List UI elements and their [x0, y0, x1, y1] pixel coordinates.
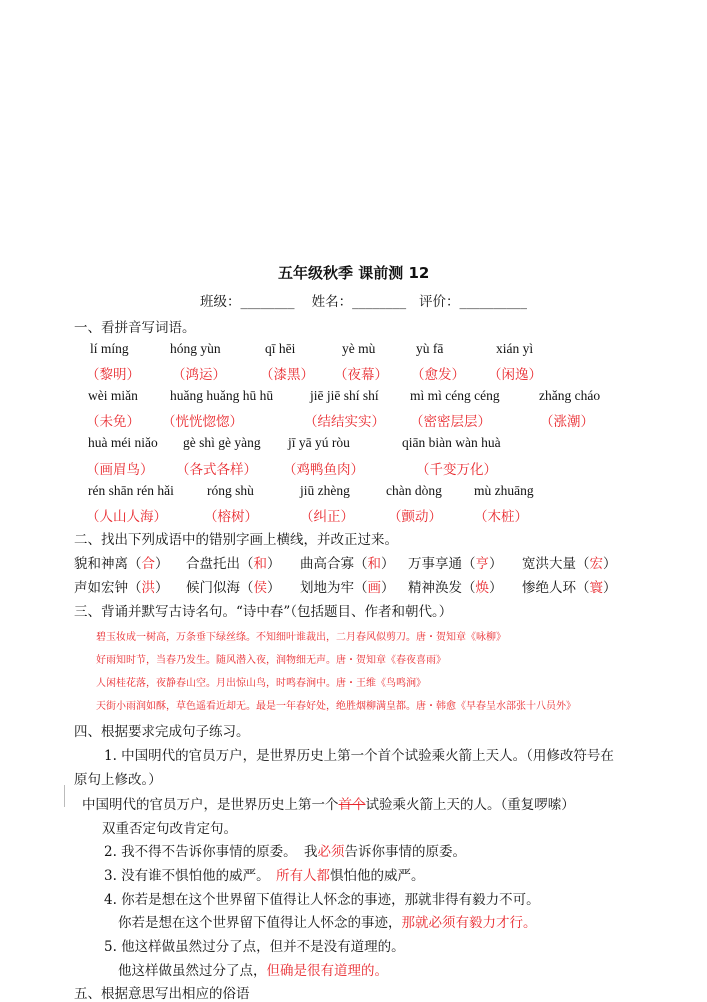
pinyin: mù zhuāng	[474, 483, 534, 498]
question-2: 2. 我不得不告诉你事情的原委。	[104, 844, 297, 860]
pinyin: qiān biàn wàn huà	[402, 435, 501, 450]
question-4: 4. 你若是想在这个世界留下值得让人怀念的事迹，那就非得有毅力不可。	[104, 892, 540, 908]
pinyin: rén shān rén hǎi	[88, 483, 174, 498]
answer-red: 必须	[317, 844, 345, 860]
answer: （涨潮）	[540, 414, 594, 430]
idiom-word: 候门似海	[186, 580, 240, 596]
pinyin: jiē jiē shí shí	[310, 388, 379, 403]
idiom-word: 惨绝人环	[522, 580, 576, 596]
answer: （鸿运）	[172, 367, 226, 383]
idiom-answer: 侯	[253, 580, 267, 596]
section2-heading: 二、找出下列成语中的错别字画上横线，并改正过来。	[74, 532, 398, 548]
idiom: 合盘托出（和）	[186, 556, 281, 572]
pinyin: xián yì	[496, 341, 534, 356]
idiom-answer: 和	[367, 556, 381, 572]
pinyin: mì mì céng céng	[410, 388, 500, 403]
idiom: 候门似海（侯）	[186, 580, 281, 596]
idiom-word: 精神涣发	[408, 580, 462, 596]
section4-heading: 四、根据要求完成句子练习。	[74, 724, 250, 740]
poem-line: 天街小雨润如酥，草色遥看近却无。最是一年春好处，绝胜烟柳满皇都。唐・韩愈《早春呈水部张十八员外》	[96, 701, 576, 712]
pinyin: lí míng	[90, 341, 129, 356]
answer-text: 试验乘火箭上天的人。（重复啰嗦）	[365, 797, 575, 813]
answer-5	[118, 959, 388, 979]
answer: （黎明）	[86, 367, 140, 383]
idiom-answer: 寰	[589, 580, 603, 596]
answer-red: 那就必须有毅力才行。	[401, 915, 537, 931]
answer: （木桩）	[474, 509, 528, 525]
idiom-answer: 亨	[475, 556, 489, 572]
pinyin: gè shì gè yàng	[183, 435, 261, 450]
answer-text: 我	[304, 844, 318, 860]
answer: （各式各样）	[176, 462, 257, 478]
idiom-word: 合盘托出	[186, 556, 240, 572]
idiom: 万事享通（亨）	[408, 556, 503, 572]
answer-4	[118, 911, 537, 931]
question-1: 1. 中国明代的官员万户，是世界历史上第一个首个试验乘火箭上天人。（用修改符号在	[104, 748, 614, 764]
answer: （人山人海）	[86, 509, 167, 525]
pinyin: hóng yùn	[170, 341, 221, 356]
pinyin: jiū zhèng	[300, 483, 350, 498]
answer-text: 惧怕他的威严。	[330, 868, 425, 884]
answer: （密密层层）	[410, 414, 491, 430]
section1-heading: 一、看拼音写词语。	[74, 320, 196, 336]
poem-line: 好雨知时节，当春乃发生。随风潜入夜，润物细无声。唐・贺知章《春夜喜雨》	[96, 655, 446, 666]
pinyin: zhǎng cháo	[539, 388, 601, 403]
answer: （恍恍惚惚）	[162, 414, 243, 430]
idiom-word: 貌和神离	[74, 556, 128, 572]
poem-line: 碧玉妆成一树高，万条垂下绿丝绦。不知细叶谁裁出，二月春风似剪刀。唐・贺知章《咏柳》	[96, 632, 506, 643]
answer: （千变万化）	[416, 462, 497, 478]
pinyin: jī yā yú ròu	[288, 435, 350, 450]
section5-heading: 五、根据意思写出相应的俗语	[74, 986, 250, 1002]
pinyin: wèi miǎn	[88, 388, 138, 403]
idiom: 声如宏钟（洪）	[74, 580, 169, 596]
struck-text: 首个	[338, 797, 366, 813]
answer-red: 所有人都	[276, 868, 330, 884]
answer-1	[82, 793, 575, 813]
answer-text: 告诉你事情的原委。	[344, 844, 466, 860]
idiom: 宽洪大量（宏）	[522, 556, 617, 572]
name-label: 姓名：	[311, 294, 353, 310]
pinyin: huà méi niǎo	[88, 435, 158, 450]
pinyin: yè mù	[342, 341, 376, 356]
idiom: 惨绝人环（寰）	[522, 580, 617, 596]
answer-3	[276, 864, 425, 884]
idiom: 曲高合寡（和）	[300, 556, 395, 572]
answer: （未免）	[86, 414, 140, 430]
name-blank: ________	[352, 294, 407, 310]
idiom: 貌和神离（合）	[74, 556, 169, 572]
answer: （愈发）	[411, 367, 465, 383]
answer: （颤动）	[388, 509, 442, 525]
answer-text: 中国明代的官员万户，是世界历史上第一个	[82, 797, 339, 813]
answer-2	[304, 840, 466, 860]
idiom-word: 曲高合寡	[300, 556, 354, 572]
answer: （鸡鸭鱼肉）	[283, 462, 364, 478]
idiom-answer: 合	[141, 556, 155, 572]
eval-label: 评价：	[419, 294, 460, 310]
question-5: 5. 他这样做虽然过分了点，但并不是没有道理的。	[104, 939, 405, 955]
class-blank: ________	[240, 294, 295, 310]
answer: （纠正）	[300, 509, 354, 525]
answer: （榕树）	[204, 509, 258, 525]
pinyin: róng shù	[207, 483, 254, 498]
margin-line	[64, 785, 65, 807]
idiom-answer: 画	[367, 580, 381, 596]
page-title: 五年级秋季 课前测 12	[278, 264, 430, 282]
pinyin: yù fā	[416, 341, 444, 356]
answer-text: 他这样做虽然过分了点，	[118, 963, 267, 979]
idiom-answer: 宏	[589, 556, 603, 572]
idiom: 划地为牢（画）	[300, 580, 395, 596]
section3-heading: 三、背诵并默写古诗名句。“诗中春”（包括题目、作者和朝代。）	[74, 604, 453, 620]
pinyin: qī hēi	[265, 341, 296, 356]
idiom-answer: 焕	[475, 580, 489, 596]
class-label: 班级：	[200, 294, 241, 310]
question-1-cont: 原句上修改。）	[74, 772, 162, 788]
answer: （夜幕）	[334, 367, 388, 383]
poem-line: 人闲桂花落，夜静春山空。月出惊山鸟，时鸣春涧中。唐・王维《鸟鸣涧》	[96, 678, 426, 689]
idiom-word: 划地为牢	[300, 580, 354, 596]
answer: （结结实实）	[304, 414, 385, 430]
answer: （闲逸）	[488, 367, 542, 383]
idiom-word: 声如宏钟	[74, 580, 128, 596]
idiom-answer: 和	[253, 556, 267, 572]
pinyin: huǎng huǎng hū hū	[170, 388, 274, 403]
idiom-answer: 洪	[141, 580, 155, 596]
student-info	[200, 290, 527, 310]
answer-text: 你若是想在这个世界留下值得让人怀念的事迹，	[118, 915, 402, 931]
question-2-label: 双重否定句改肯定句。	[102, 821, 237, 837]
idiom: 精神涣发（焕）	[408, 580, 503, 596]
idiom-word: 万事享通	[408, 556, 462, 572]
question-3: 3. 没有谁不惧怕他的威严。	[104, 868, 270, 884]
answer: （漆黑）	[260, 367, 314, 383]
eval-blank: __________	[459, 294, 528, 310]
pinyin: chàn dòng	[386, 483, 442, 498]
answer-red: 但确是很有道理的。	[266, 963, 388, 979]
answer: （画眉鸟）	[86, 462, 154, 478]
idiom-word: 宽洪大量	[522, 556, 576, 572]
